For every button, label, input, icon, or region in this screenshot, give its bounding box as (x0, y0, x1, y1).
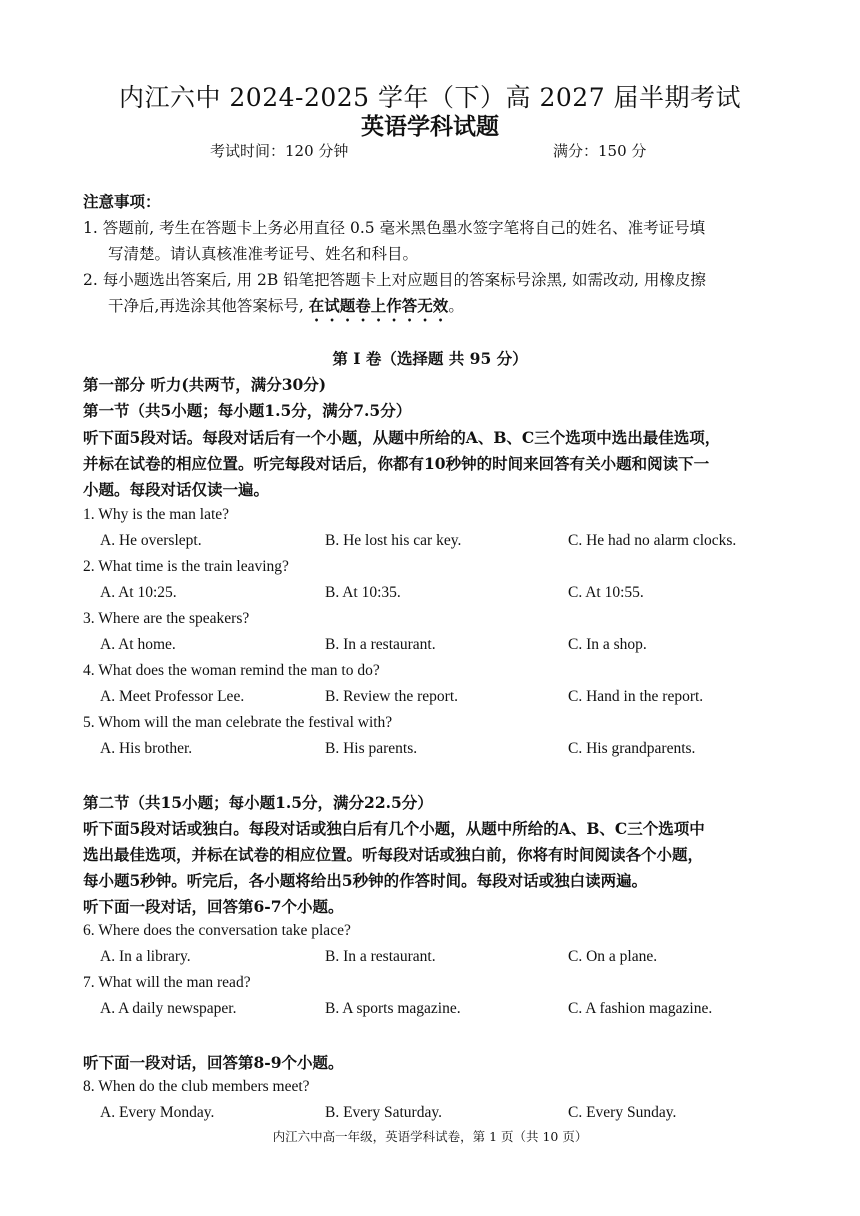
part1-heading: 第一部分 听力(共两节，满分30分) (83, 375, 327, 394)
page-footer: 内江六中高一年级，英语学科试卷，第 1 页（共 10 页） (272, 1129, 588, 1144)
question-8-stem: 8. When do the club members meet? (83, 1078, 310, 1095)
question-6-option-a: A. In a library. (100, 948, 191, 965)
question-7-option-b: B. A sports magazine. (325, 1000, 461, 1017)
question-7-option-c: C. A fashion magazine. (568, 1000, 713, 1017)
question-6-option-c: C. On a plane. (568, 948, 658, 965)
question-1-stem: 1. Why is the man late? (83, 506, 230, 523)
notice-item-2-line-1: 2. 每小题选出答案后, 用 2B 铅笔把答题卡上对应题目的答案标号涂黑, 如需改动, 用橡皮擦 (83, 271, 706, 289)
question-3-option-c: C. In a shop. (568, 636, 647, 653)
question-1-option-c: C. He had no alarm clocks. (568, 532, 737, 549)
question-3-option-a: A. At home. (100, 636, 176, 653)
question-1-option-b: B. He lost his car key. (325, 532, 462, 549)
question-6-stem: 6. Where does the conversation take place? (83, 922, 351, 939)
question-4-option-b: B. Review the report. (325, 688, 459, 705)
question-2-option-a: A. At 10:25. (100, 584, 177, 601)
question-1-option-a: A. He overslept. (100, 532, 202, 549)
question-7-option-a: A. A daily newspaper. (100, 1000, 237, 1017)
question-8-option-b: B. Every Saturday. (325, 1104, 442, 1121)
notice-emphasis: 在试题卷上作答无效 (308, 296, 449, 315)
exam-time: 考试时间：120 分钟 (210, 142, 349, 160)
section2-instruction-3: 每小题5秒钟。听完后，各小题将给出5秒钟的作答时间。每段对话或独白读两遍。 (83, 871, 648, 890)
section1-instruction-1: 听下面5段对话。每段对话后有一个小题，从题中所给的A、B、C三个选项中选出最佳选项， (83, 428, 721, 447)
section1-instruction-3: 小题。每段对话仅读一遍。 (83, 480, 270, 499)
question-4-option-c: C. Hand in the report. (568, 688, 704, 705)
dialog-8-9-instruction: 听下面一段对话，回答第8-9个小题。 (83, 1053, 344, 1072)
question-5-stem: 5. Whom will the man celebrate the festival with? (83, 714, 393, 731)
full-score: 满分：150 分 (553, 142, 647, 160)
question-7-stem: 7. What will the man read? (83, 974, 251, 991)
notice-item-1-line-2: 写清楚。请认真核准准考证号、姓名和科目。 (108, 245, 419, 263)
question-5-option-a: A. His brother. (100, 740, 193, 757)
question-5-option-b: B. His parents. (325, 740, 418, 757)
question-3-stem: 3. Where are the speakers? (83, 610, 250, 627)
question-2-option-c: C. At 10:55. (568, 584, 644, 601)
question-2-stem: 2. What time is the train leaving? (83, 558, 289, 575)
subject-title: 英语学科试题 (361, 113, 499, 140)
question-2-option-b: B. At 10:35. (325, 584, 401, 601)
section2-instruction-1: 听下面5段对话或独白。每段对话或独白后有几个小题，从题中所给的A、B、C三个选项中 (83, 819, 705, 838)
section2-instruction-2: 选出最佳选项，并标在试卷的相应位置。听每段对话或独白前，你将有时间阅读各个小题， (83, 845, 704, 864)
question-8-option-a: A. Every Monday. (100, 1104, 215, 1121)
notice-item-2-end: 。 (448, 297, 464, 315)
question-3-option-b: B. In a restaurant. (325, 636, 436, 653)
question-4-stem: 4. What does the woman remind the man to do? (83, 662, 380, 679)
exam-title: 内江六中 2024-2025 学年（下）高 2027 届半期考试 (118, 83, 742, 112)
notice-item-2-text: 干净后,再选涂其他答案标号, (108, 297, 309, 315)
notice-item-2-line-2 (108, 293, 464, 325)
notice-heading: 注意事项： (83, 192, 161, 211)
question-4-option-a: A. Meet Professor Lee. (100, 688, 245, 705)
question-6-option-b: B. In a restaurant. (325, 948, 436, 965)
question-8-option-c: C. Every Sunday. (568, 1104, 677, 1121)
dialog-6-7-instruction: 听下面一段对话，回答第6-7个小题。 (83, 897, 344, 916)
question-5-option-c: C. His grandparents. (568, 740, 696, 757)
section1-instruction-2: 并标在试卷的相应位置。听完每段对话后，你都有10秒钟的时间来回答有关小题和阅读下一 (83, 454, 710, 473)
notice-item-1-line-1: 1. 答题前, 考生在答题卡上务必用直径 0.5 毫米黑色墨水签字笔将自己的姓名、准考证号填 (83, 219, 706, 237)
section1-heading: 第一节（共5小题；每小题1.5分，满分7.5分） (83, 401, 412, 420)
volume-heading: 第 I 卷（选择题 共 95 分） (332, 349, 528, 368)
section2-heading: 第二节（共15小题；每小题1.5分，满分22.5分） (83, 793, 433, 812)
